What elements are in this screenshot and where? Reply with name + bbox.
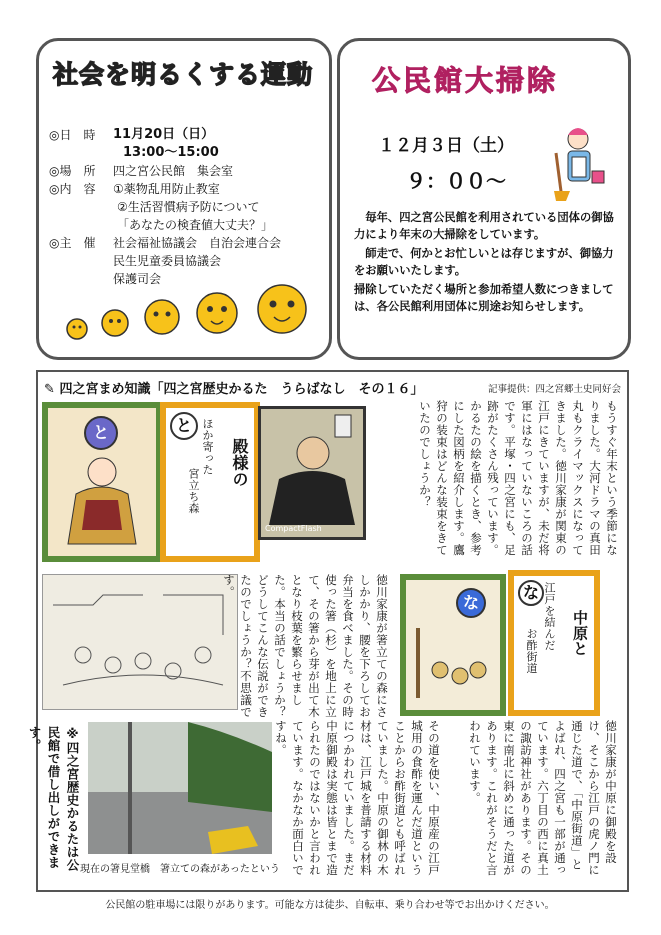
feature-heading — [44, 378, 423, 397]
event1-row-value: 「あなたの検査値大丈夫？」 — [117, 218, 274, 232]
event1-row-value: 11月20日（日） — [113, 127, 215, 142]
event1-title: 社会を明るくする運動 — [53, 60, 314, 89]
event1-row-value: 社会福祉協議会 自治会連合会 — [113, 236, 282, 250]
pencil-icon: ✎ — [44, 382, 55, 397]
procession-illustration — [410, 620, 496, 704]
feature-col3: 徳川家康が中原に御殿を設け、そこから江戸の虎ノ門に通じた道で、「中原街道」とよばれ、四之宮も一部が通っています。六丁目の西に真土の諏訪神社があります。その東に南北に斜めに通った道があります。これがそうだと言われています。 — [468, 720, 618, 876]
event2-body-1: 毎年、四之宮公民館を利用されている団体の御協力により年末の大掃除をしています。 — [354, 211, 614, 241]
event-box-2 — [337, 38, 631, 360]
event1-row-value: ②生活習慣病予防について — [117, 200, 260, 214]
footer-note: 公民館の駐車場には限りがあります。可能な方は徒歩、自転車、乗り合わせ等でお出かけください。 — [105, 900, 555, 911]
card1-line-2: ほか寄った — [201, 418, 214, 476]
card1-letter-badge — [84, 416, 118, 450]
feature-credit: 記事提供：四之宮郷土史同好会 — [488, 384, 622, 395]
feature-col4: その道を使い、中原産の江戸城用の食酢を運んだ道ということからお酢街道とも呼ばれていました。中原の御林の木材は、江戸城を普請する材料につかわれていました。まだ中原御殿は実態は皆とまで造られたのではないかと言われています。なかなか面白いですね。 — [274, 720, 441, 876]
event2-body-3: 掃除していただく場所と参加希望人数につきましては、各公民館利用団体に別途お知らせします。 — [354, 283, 614, 313]
card2-line-3: お酢街道 — [525, 628, 538, 674]
feature-note: ※四之宮歴史かるたは公民館で借し出しができます。 — [27, 726, 80, 872]
event1-row-value: 民生児童委員協議会 — [113, 254, 222, 268]
old-karuta-photo — [258, 406, 366, 540]
event2-time: ９：００～ — [406, 169, 506, 193]
event1-row-label: ◎主 催 — [49, 236, 96, 250]
event1-row-value: ①薬物乱用防止教室 — [113, 182, 220, 196]
feature-col2: 徳川家康が箸立ての森にさしかかり、腰を下ろしてお弁当を食べました。その時使った箸（杉）を地上に立て、その箸から芽が出て木となり枝葉を繁らせました。本当の話でしょうか？どうしてこんな伝説ができたのでしょうか？不思議です。 — [222, 574, 389, 718]
card1-picture — [42, 402, 162, 562]
event1-row-label: ◎内 容 — [49, 182, 96, 196]
card2-text-letter: な — [518, 580, 544, 606]
card1-text-letter: と — [170, 412, 198, 440]
event1-row-value: 13:00～15:00 — [123, 145, 219, 160]
card2-picture — [400, 574, 506, 716]
event2-body-2: 師走で、何かとお忙しいとは存じますが、御協力をお願いいたします。 — [354, 247, 614, 277]
event1-row-value: 四之宮公民館 集会室 — [113, 164, 234, 178]
event1-row-label: ◎日 時 — [49, 128, 96, 142]
card1-line-1: 殿様の — [230, 438, 249, 488]
compactflash-label: CompactFlash — [265, 524, 322, 533]
card2-letter: な — [462, 593, 479, 612]
feature-heading-text: 四之宮まめ知識「四之宮歴史かるた うらばなし その１６」 — [59, 382, 424, 397]
scroll-illustration — [42, 574, 238, 710]
cleaning-lady-icon — [548, 123, 612, 203]
mascot-illustration — [57, 279, 317, 351]
card2-text — [508, 570, 600, 716]
samurai-illustration — [56, 450, 148, 548]
event2-title: 公民館大掃除 — [372, 64, 559, 97]
event-box-1 — [36, 38, 332, 360]
photo-caption: 現在の箸見堂橋 箸立ての森があったという — [80, 864, 280, 875]
street-photo — [88, 722, 272, 854]
feature-col1: もうすぐ年末という季節になりました。大河ドラマの真田丸もクライマックスになってきました。徳川家康が関東の江戸にきていますが、未だ将軍にはなっていないころの話です。平塚・四之宮にも、足跡がたくさん残っています。かるたの絵を描くとき、参考にした図柄を紹介します。鷹狩の装束はどんな装束をきていたのでしょうか？ — [418, 400, 619, 556]
card1-line-3: 宮立ち森 — [187, 468, 200, 514]
portrait-illustration — [261, 409, 363, 537]
event2-date: １２月３日（土） — [378, 136, 514, 156]
card1-letter: と — [92, 423, 109, 442]
card1-text — [160, 402, 260, 562]
event1-row-label: ◎場 所 — [49, 164, 96, 178]
card2-line-1: 中原と — [571, 610, 589, 657]
event1-row-value: 保護司会 — [113, 272, 162, 286]
card2-letter-badge — [456, 588, 486, 618]
card2-line-2: 江戸を結んだ — [543, 582, 556, 651]
